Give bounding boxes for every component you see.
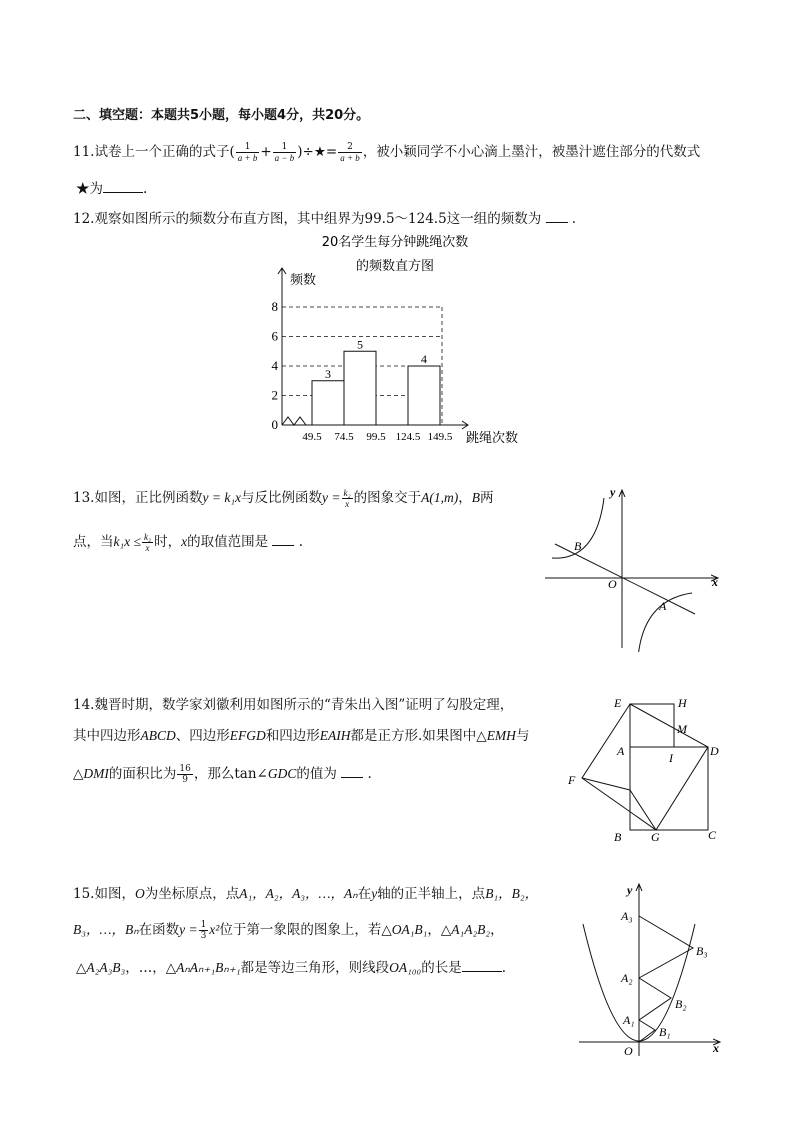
svg-text:O: O [624,1044,633,1058]
svg-text:y: y [610,485,616,499]
question-14-line3: △DMI的面积比为 $\frac{16}{9}$ ，那么tan∠GDC的值为 . [73,764,372,785]
histogram-chart [250,228,550,453]
svg-text:H: H [678,696,687,710]
x-axis-label: 跳绳次数 [466,431,519,446]
question-number: 12. [73,211,95,227]
y-tick-label: 8 [271,299,278,314]
bar [344,351,376,425]
q13-figure [540,482,730,652]
answer-blank [103,192,143,193]
svg-text:C: C [708,828,717,842]
square-efgd [582,704,708,830]
svg-text:G: G [651,830,660,844]
svg-text:B: B [574,539,582,553]
square-eaih [630,704,674,747]
svg-text:B₁: B₁ [659,1025,671,1039]
svg-text:A₁: A₁ [623,1013,635,1027]
svg-text:E: E [614,696,622,710]
question-number: 14. [73,697,95,713]
bar-value-label: 4 [421,352,427,366]
svg-text:A₃: A₃ [621,909,633,923]
answer-blank [272,545,294,546]
question-11-line1: 11.试卷上一个正确的式子( $\frac{1}{a + b}$ + $\frac{1}{a - b}$ )÷★= $\frac{2}{a + b}$ ，被小颖同学不小心滴上墨汁，被墨汁遮住部分的代数式 [73,142,701,163]
question-15-line3: △A₂A₃B₃，…，△AₙAₙ₊₁Bₙ₊₁都是等边三角形，则线段OA₁₀₀的长是 . [76,960,506,976]
bar [312,381,344,425]
svg-text:x: x [712,575,718,589]
answer-blank [341,777,363,778]
question-15-line1: 15.如图，O为坐标原点，点A₁，A₂，A₃，…，Aₙ在y轴的正半轴上，点B₁，B₂， [73,886,539,902]
bar-value-label: 3 [325,366,331,381]
y-tick-label: 4 [271,358,278,373]
question-12-text: 12.观察如图所示的频数分布直方图，其中组界为99.5～124.5这一组的频数为 . [73,211,577,227]
answer-blank [462,971,502,972]
svg-text:F: F [568,773,576,787]
question-13-line1: 13.如图，正比例函数y = k₁x与反比例函数y = $\frac{\text{k₂}}{x}$ 的图象交于A(1,m)，B两 [73,488,494,509]
bar-value-label: 5 [357,337,363,352]
answer-blank [546,222,568,223]
x-tick-label: 49.5 [302,431,322,443]
chart-title-1: 20名学生每分钟跳绳次数 [321,235,469,250]
svg-text:A: A [617,744,625,758]
svg-text:O: O [608,577,617,591]
x-tick-label: 99.5 [366,431,386,443]
svg-text:x: x [713,1041,719,1055]
question-number: 15. [73,886,95,902]
y-tick-label: 2 [271,387,278,403]
line-y-k1x [555,544,695,614]
svg-text:A: A [659,599,667,613]
bar [408,366,440,425]
question-number: 11. [73,144,95,160]
question-11-line2: ★为 . [76,181,148,197]
y-tick-label: 0 [271,417,278,432]
q14-figure [560,690,730,850]
svg-text:D: D [710,744,719,758]
q15-figure [575,878,735,1063]
question-14-line1: 14.魏晋时期，数学家刘徽利用如图所示的“青朱出入图”证明了勾股定理， [73,697,514,713]
question-13-line2: 点，当k₁x ≤ $\frac{\text{k₂}}{x}$ 时，x的取值范围是 . [73,532,303,553]
svg-text:M: M [677,722,687,736]
svg-text:y: y [627,883,633,897]
chart-title-2: 的频数直方图 [355,259,435,274]
question-15-line2: B₃，…，Bₙ在函数y = $\frac{1}{3}$ x²位于第一象限的图象上，若△OA₁B₁，△A₁A₂B₂， [73,920,504,941]
svg-text:I: I [669,751,673,765]
question-14-line2: 其中四边形ABCD、四边形EFGD和四边形EAIH都是正方形.如果图中△EMH与 [73,728,530,744]
y-axis-label: 频数 [290,273,317,288]
axis-break [282,417,312,425]
y-tick-label: 6 [271,328,278,344]
question-number: 13. [73,490,95,506]
svg-text:B₃: B₃ [696,944,708,958]
svg-text:B₂: B₂ [675,997,687,1011]
section-title: 二、填空题：本题共5小题，每小题4分，共20分。 [73,108,370,123]
svg-text:B: B [614,830,622,844]
x-tick-label: 124.5 [395,431,421,443]
x-tick-label: 149.5 [427,431,453,443]
x-tick-label: 74.5 [334,431,354,443]
svg-text:A₂: A₂ [621,971,633,985]
